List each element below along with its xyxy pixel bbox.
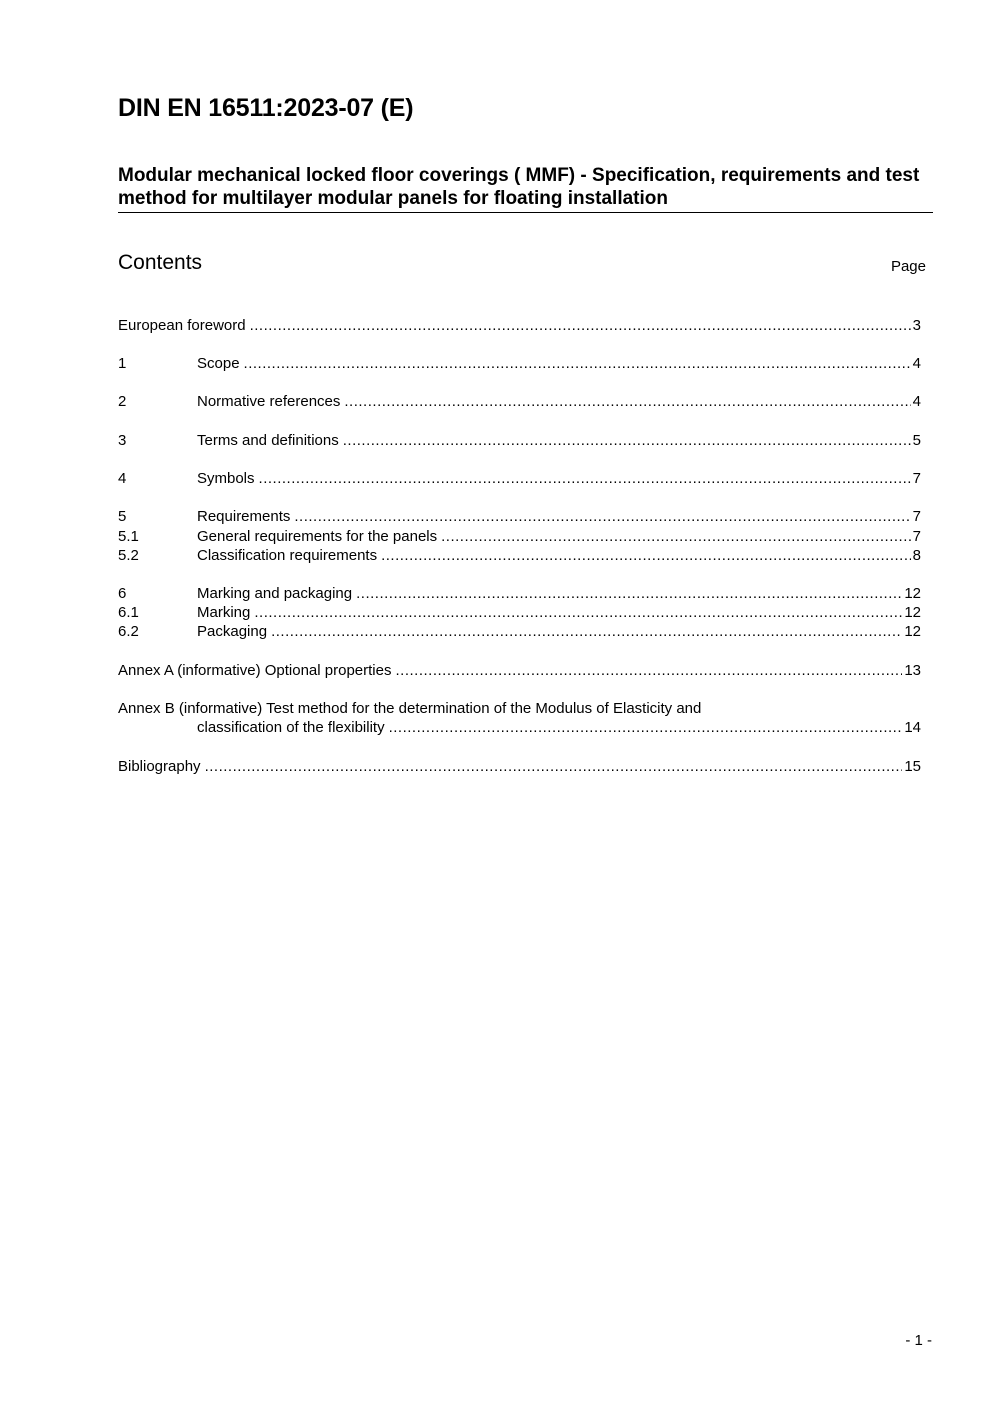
toc-entry-annex-b[interactable]: [118, 718, 921, 737]
toc-entry-page: 14: [904, 719, 921, 736]
toc-entry-title: Classification requirements: [197, 547, 378, 564]
toc-entry-title: Packaging: [197, 623, 268, 640]
toc-entry-number: 6: [118, 585, 127, 602]
toc-entry-page: 7: [912, 508, 921, 525]
toc-entry-number: 6.1: [118, 604, 139, 621]
toc-entry-page: 3: [912, 317, 921, 334]
toc-leader-dots: [389, 718, 903, 737]
toc-entry-annex-a[interactable]: [118, 661, 921, 680]
toc-entry-bibliography[interactable]: [118, 757, 921, 776]
toc-entry-packaging[interactable]: [118, 622, 921, 641]
toc-entry-page: 4: [912, 355, 921, 372]
toc-entry-title: Terms and definitions: [197, 432, 339, 449]
toc-leader-dots: [441, 527, 911, 546]
toc-entry-title: Requirements: [197, 508, 291, 525]
toc-entry-title: Annex A (informative) Optional properties: [118, 662, 392, 679]
toc-entry-number: 3: [118, 432, 127, 449]
toc-entry-annex-b-line1[interactable]: Annex B (informative) Test method for the determination of the Modulus of Elasticity and: [118, 700, 702, 717]
toc-entry-normative-references[interactable]: [118, 392, 921, 411]
page-column-heading: Page: [890, 258, 926, 275]
toc-leader-dots: [254, 603, 902, 622]
toc-leader-dots: [259, 469, 911, 488]
toc-entry-page: 7: [912, 470, 921, 487]
toc-entry-title: Scope: [197, 355, 240, 372]
toc-leader-dots: [244, 354, 911, 373]
page-number-footer: - 1 -: [905, 1332, 932, 1349]
toc-entry-marking[interactable]: [118, 603, 921, 622]
toc-entry-page: 7: [912, 528, 921, 545]
toc-entry-title: Symbols: [197, 470, 255, 487]
document-subtitle: Modular mechanical locked floor coverings ( MMF) - Specification, requirements and test method for multilayer modular panels for floating installation: [118, 164, 933, 213]
toc-leader-dots: [356, 584, 902, 603]
toc-entry-scope[interactable]: [118, 354, 921, 373]
toc-entry-page: 12: [904, 604, 921, 621]
toc-entry-page: 5: [912, 432, 921, 449]
toc-entry-title: Normative references: [197, 393, 341, 410]
toc-entry-number: 4: [118, 470, 127, 487]
toc-leader-dots: [381, 546, 911, 565]
toc-entry-terms-and-definitions[interactable]: [118, 431, 921, 450]
toc-leader-dots: [271, 622, 902, 641]
toc-entry-page: 4: [912, 393, 921, 410]
toc-entry-page: 13: [904, 662, 921, 679]
toc-entry-page: 12: [904, 623, 921, 640]
toc-entry-number: 5.1: [118, 528, 139, 545]
toc-entry-requirements[interactable]: [118, 507, 921, 526]
toc-entry-title: classification of the flexibility: [197, 719, 385, 736]
toc-entry-number: 5.2: [118, 547, 139, 564]
toc-leader-dots: [395, 661, 902, 680]
toc-entry-title: European foreword: [118, 317, 246, 334]
toc-leader-dots: [205, 757, 903, 776]
toc-entry-number: 2: [118, 393, 127, 410]
toc-entry-number: 5: [118, 508, 127, 525]
toc-entry-title: Marking: [197, 604, 251, 621]
document-title: DIN EN 16511:2023-07 (E): [118, 94, 414, 122]
toc-entry-marking-and-packaging[interactable]: [118, 584, 921, 603]
toc-entry-number: 1: [118, 355, 127, 372]
toc-leader-dots: [294, 507, 910, 526]
toc-entry-european-foreword[interactable]: [118, 316, 921, 335]
toc-entry-symbols[interactable]: [118, 469, 921, 488]
toc-entry-number: 6.2: [118, 623, 139, 640]
toc-entry-page: 12: [904, 585, 921, 602]
toc-entry-title: Marking and packaging: [197, 585, 353, 602]
toc-entry-page: 8: [912, 547, 921, 564]
toc-entry-page: 15: [904, 758, 921, 775]
toc-entry-general-requirements[interactable]: [118, 527, 921, 546]
toc-leader-dots: [250, 316, 911, 335]
toc-leader-dots: [343, 431, 911, 450]
toc-leader-dots: [344, 392, 910, 411]
toc-entry-classification-requirements[interactable]: [118, 546, 921, 565]
toc-entry-title: General requirements for the panels: [197, 528, 438, 545]
contents-heading: Contents: [118, 251, 203, 274]
toc-entry-title: Bibliography: [118, 758, 201, 775]
